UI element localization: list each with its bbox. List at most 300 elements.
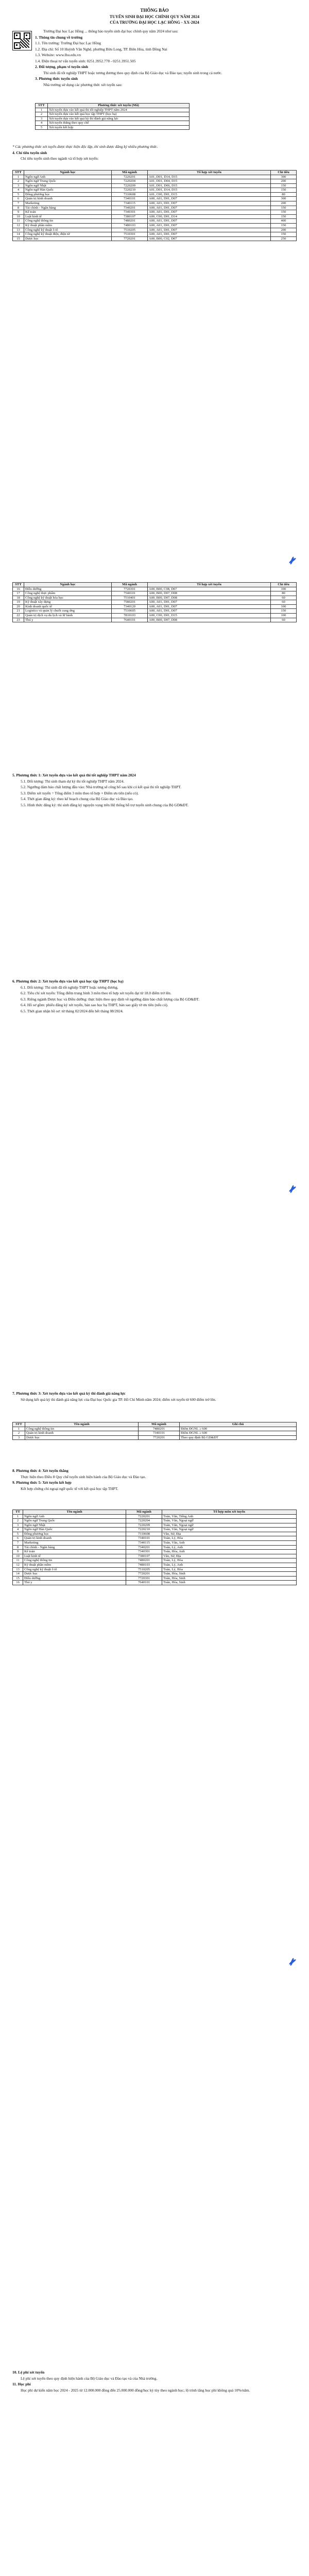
table-cell: 7380107 [112,214,148,219]
table-cell: 150 [271,223,297,228]
table-cell: A01, D01, D14, D15 [148,175,271,179]
table-cell: Điều dưỡng [24,587,112,591]
table-cell: Toán, Lý, Hóa [162,1567,297,1572]
table-cell: 80 [271,192,297,197]
table-cell: Toán, Hóa, Sinh [162,1576,297,1581]
table-cell: 20 [13,604,24,609]
heading-s8: 8. Phương thức 4: Xét tuyển thẳng [12,1468,68,1473]
table-cell: Điểm ĐGNL ≥ 600 [180,1427,297,1431]
table-cell: Toán, Lý, Hóa [162,1558,297,1563]
table-cell: 7220204 [126,1519,162,1523]
table-cell: A00, C00, D01, D15 [148,614,271,618]
table-cell: Kế toán [24,210,112,215]
table-cell: Quản trị kinh doanh [24,197,112,201]
table-cell: 7340201 [126,1545,162,1550]
table-cell: 1 [13,175,24,179]
methods-table-wrap [35,103,190,130]
doc-subtitle: TUYỂN SINH ĐẠI HỌC CHÍNH QUY NĂM 2024 [109,14,200,19]
heading-s1: 1. Thông tin chung về trường [35,35,83,40]
table-cell: 7340301 [126,1550,162,1554]
heading-s7: 7. Phương thức 3: Xét tuyển dựa vào kết quả kỳ thi đánh giá năng lực [12,1391,126,1396]
table-cell: Quản trị kinh doanh [23,1536,126,1541]
majors-table-b-body [13,587,297,622]
doc-title: THÔNG BÁO [140,8,169,13]
table-cell: 7480103 [112,223,148,228]
table-row [13,197,297,201]
table-cell: 12 [13,223,24,228]
heading-s9: 9. Phương thức 5: Xét tuyển kết hợp [12,1480,72,1485]
table-cell: Toán, Văn, Ngoại ngữ [162,1528,297,1532]
table-cell: 150 [271,232,297,237]
table-row [13,1435,297,1440]
table-cell: Công nghệ kỹ thuật ô tô [24,228,112,232]
table-row [13,604,297,609]
table-cell: 7580201 [112,600,148,605]
table-cell: 7510401 [112,596,148,600]
table-cell: A00, A01, D01, D07 [148,604,271,609]
table-cell: A01, D01, D14, D15 [148,188,271,193]
table-cell: A00, A01, D01, D07 [148,219,271,224]
table-cell: Theo quy định Bộ GD&ĐT [180,1435,297,1440]
text-s5-5: 5.5. Hình thức đăng ký: thí sinh đăng ký nguyện vọng trên Hệ thống hỗ trợ tuyển sinh chung của Bộ GD&ĐT. [21,802,188,807]
table-cell: 150 [271,206,297,210]
table-cell: Dược học [24,236,112,241]
table-cell: 11 [13,1558,23,1563]
table-cell: Toán, Văn, Tiếng Anh [162,1514,297,1519]
table-cell: 150 [271,183,297,188]
table-cell: Marketing [24,201,112,206]
col-header: Tên ngành [25,1422,139,1427]
table-cell: 14 [13,1572,23,1577]
s7-table [12,1422,297,1440]
section-method-3 [12,1391,297,1403]
table-cell: 7510205 [112,228,148,232]
table-cell: A00, B00, C02, D07 [148,236,271,241]
text-s6-5: 6.5. Thời gian nhận hồ sơ: từ tháng 02/2024 đến hết tháng 08/2024. [21,1008,124,1013]
table-cell: 200 [271,201,297,206]
table-row [13,1576,297,1581]
table-cell: Dược học [25,1435,139,1440]
text-s6-2: 6.2. Tiêu chí xét tuyển: Tổng điểm trung bình 3 môn theo tổ hợp xét tuyển đạt từ 18.0 điểm trở lên. [21,991,171,996]
table-cell: A00, A01, D01, D07 [148,197,271,201]
text-s4: Chỉ tiêu tuyển sinh theo ngành và tổ hợp xét tuyển: [21,156,99,161]
table-cell: 7720201 [126,1572,162,1577]
table-cell: Xét tuyển kết hợp [48,125,190,130]
table-cell: 7480201 [139,1427,180,1431]
table-cell: Công nghệ thông tin [24,219,112,224]
table-row [36,112,190,117]
table-cell: Đông phương học [23,1532,126,1536]
table-cell: Luật kinh tế [24,214,112,219]
table-cell: 7380107 [126,1554,162,1558]
table-row [13,219,297,224]
table-row [13,201,297,206]
table-cell: 7480201 [112,219,148,224]
table-cell: 16 [13,587,24,591]
table-cell: 150 [271,214,297,219]
heading-s5: 5. Phương thức 1: Xét tuyển dựa vào kết quả thi tốt nghiệp THPT năm 2024 [12,773,136,777]
text-s6-4: 6.4. Hồ sơ gồm: phiếu đăng ký xét tuyển, bản sao học bạ THPT, bản sao giấy tờ ưu tiên (nếu có). [21,1003,168,1008]
majors-table-b [12,582,297,622]
table-cell: 300 [271,175,297,179]
s7-table-wrap [12,1422,297,1440]
table-row [13,591,297,596]
table-cell: 7540101 [112,591,148,596]
table-cell: 7340101 [112,197,148,201]
table-cell: Công nghệ thông tin [25,1427,139,1431]
table-cell: Toán, Văn, Ngoại ngữ [162,1519,297,1523]
text-s7: Sử dụng kết quả kỳ thi đánh giá năng lực của Đại học Quốc gia TP. Hồ Chí Minh năm 2024; điểm xét tuyển từ 600 điểm trở lên. [21,1397,216,1402]
table-cell: A01, D01, D04, D15 [148,179,271,184]
col-header: Tổ hợp xét tuyển [148,583,271,587]
table-cell: Công nghệ thông tin [23,1558,126,1563]
table-cell: A00, A01, D01, D07 [148,210,271,215]
table-cell: 300 [271,197,297,201]
table-row [13,1567,297,1572]
doc-header [12,7,297,25]
text-s5-3: 5.3. Điểm xét tuyển = Tổng điểm 3 môn theo tổ hợp + Điểm ưu tiên (nếu có). [21,790,139,795]
table-cell: Thú y [23,1581,126,1585]
table-cell: 7720201 [139,1435,180,1440]
table-cell: 2 [36,112,48,117]
col-header: STT [13,171,24,175]
table-cell: 5 [13,1532,23,1536]
table-cell: 10 [13,214,24,219]
table-row [13,179,297,184]
col-header: Mã ngành [126,1510,162,1515]
table-row [13,1541,297,1546]
table-cell: Ngôn ngữ Nhật [23,1523,126,1528]
table-cell: Công nghệ thực phẩm [24,591,112,596]
table-cell: Ngôn ngữ Trung Quốc [24,179,112,184]
table-cell: Công nghệ kỹ thuật ô tô [23,1567,126,1572]
table-cell: 7720301 [126,1576,162,1581]
majors-table-b-wrap [12,582,297,622]
table-row [13,587,297,591]
table-cell: 7 [13,1541,23,1546]
table-cell: Dược học [23,1572,126,1577]
table-cell: Văn, Sử, Địa [162,1554,297,1558]
table-row [13,188,297,193]
table-cell: 13 [13,228,24,232]
methods-table-body [36,108,190,130]
table-cell: Xét tuyển dựa vào kết quả học tập THPT (học bạ) [48,112,190,117]
table-cell: Toán, Văn, Ngoại ngữ [162,1523,297,1528]
text-s1-2: 1.2. Địa chỉ: Số 10 Huỳnh Văn Nghệ, phường Bửu Long, TP. Biên Hòa, tỉnh Đồng Nai [35,46,167,52]
col-header: Mã ngành [112,583,148,587]
table-cell: 7810103 [112,614,148,618]
majors-table-a [12,170,297,241]
table-row [36,125,190,130]
table-cell: 7510605 [112,609,148,614]
table-cell: 12 [13,1563,23,1567]
table-cell: 150 [271,210,297,215]
table-row [13,1554,297,1558]
table-cell: Xét tuyển thẳng theo quy chế [48,121,190,126]
table-cell: Ngôn ngữ Hàn Quốc [24,188,112,193]
table-cell: 3 [13,183,24,188]
col-header: STT [36,104,48,108]
intro-text: Trường Đại học Lạc Hồng ... thông báo tuyển sinh đại học chính quy năm 2024 như sau: [43,29,179,33]
col-header: Ghi chú [180,1422,297,1427]
table-cell: 7640101 [126,1581,162,1585]
s9-table-body [13,1514,297,1585]
table-row [13,1532,297,1536]
table-cell: 2 [13,1519,23,1523]
table-cell: 19 [13,600,24,605]
table-row [13,192,297,197]
text-s5-2: 5.2. Ngưỡng đảm bảo chất lượng đầu vào: Nhà trường sẽ công bố sau khi có kết quả thi tốt nghiệp THPT. [21,785,182,790]
table-cell: Logistics và quản lý chuỗi cung ứng [24,609,112,614]
table-cell: 2 [13,179,24,184]
table-cell: A00, A01, D01, D07 [148,223,271,228]
table-row [13,1514,297,1519]
table-cell: 3 [13,1523,23,1528]
table-cell: 7510301 [112,232,148,237]
table-cell: 150 [271,609,297,614]
table-cell: 16 [13,1581,23,1585]
table-cell: 7340201 [112,206,148,210]
table-cell: Điều dưỡng [23,1576,126,1581]
table-row [13,223,297,228]
table-cell: 3 [36,116,48,121]
table-cell: 60 [271,600,297,605]
table-cell: 4 [13,1528,23,1532]
text-s1-4: 1.4. Điện thoại tư vấn tuyển sinh: 0251.3952.778 - 0251.3951.505 [35,58,136,63]
qr-code-icon [12,31,32,50]
col-header: Ngành học [24,583,112,587]
table-cell: 9 [13,1550,23,1554]
table-cell: Điểm ĐGNL ≥ 600 [180,1431,297,1436]
table-cell: Quản trị dịch vụ du lịch và lữ hành [24,614,112,618]
table-cell: 4 [13,188,24,193]
table-cell: 5 [36,125,48,130]
table-cell: 21 [13,609,24,614]
table-cell: 3 [13,1435,25,1440]
table-row [13,614,297,618]
table-row [13,1572,297,1577]
table-cell: Toán, Lý, Anh [162,1545,297,1550]
table-cell: 7720301 [112,587,148,591]
col-header: Chỉ tiêu [271,583,297,587]
table-row [36,116,190,121]
table-cell: Ngôn ngữ Hàn Quốc [23,1528,126,1532]
table-cell: Kinh doanh quốc tế [24,604,112,609]
col-header: STT [13,1422,25,1427]
table-cell: 400 [271,219,297,224]
section-method-1 [12,773,297,808]
table-row [13,232,297,237]
table-row [13,1431,297,1436]
section-method-2 [12,979,297,1014]
table-cell: Văn, Sử, Địa [162,1532,297,1536]
table-cell: A00, B00, D07, D08 [148,596,271,600]
table-cell: 17 [13,591,24,596]
table-cell: Ngôn ngữ Nhật [24,183,112,188]
table-cell: 9 [13,210,24,215]
table-row [13,236,297,241]
table-cell: 2 [13,1431,25,1436]
table-row [13,1545,297,1550]
heading-s4: 4. Chỉ tiêu tuyển sinh [12,150,47,155]
table-cell: Ngôn ngữ Anh [23,1514,126,1519]
s9-table [12,1510,297,1585]
table-cell: Toán, Lý, Anh [162,1563,297,1567]
table-cell: 200 [271,179,297,184]
text-s1-3: 1.3. Website: www.lhu.edu.vn [35,53,81,58]
table-cell: 7480201 [126,1558,162,1563]
col-header: TT [13,1510,23,1515]
table-cell: 7720201 [112,236,148,241]
table-cell: A00, A01, D01, D07 [148,232,271,237]
table-cell: 13 [13,1567,23,1572]
table-cell: 22 [13,614,24,618]
col-header: Mã ngành [139,1422,180,1427]
table-cell: 23 [13,618,24,622]
table-cell: 7480103 [126,1563,162,1567]
table-cell: 200 [271,228,297,232]
col-header: Chỉ tiêu [271,171,297,175]
table-cell: 10 [13,1554,23,1558]
table-cell: Marketing [23,1541,126,1546]
table-cell: 100 [271,604,297,609]
table-cell: Toán, Văn, Anh [162,1541,297,1546]
table-cell: 15 [13,236,24,241]
majors-table-a-wrap [12,170,297,241]
table-cell: Luật kinh tế [23,1554,126,1558]
text-s6-3: 6.3. Riêng ngành Dược học và Điều dưỡng: thực hiện theo quy định về ngưỡng đảm bảo chất lượng của Bộ GD&ĐT. [21,996,200,1002]
table-row [13,1581,297,1585]
table-cell: 7220210 [112,188,148,193]
table-cell: Ngôn ngữ Trung Quốc [23,1519,126,1523]
table-cell: 15 [13,1576,23,1581]
table-row [13,1427,297,1431]
text-s5-4: 5.4. Thời gian đăng ký: theo kế hoạch chung của Bộ Giáo dục và Đào tạo. [21,796,133,802]
table-row [13,210,297,215]
table-cell: Toán, Lý, Hóa [162,1536,297,1541]
table-cell: 7340115 [112,201,148,206]
table-cell: 7220209 [112,183,148,188]
table-cell: A00, A01, D01, D07 [148,201,271,206]
text-s5-1: 5.1. Đối tượng: Thí sinh tham dự kỳ thi tốt nghiệp THPT năm 2024. [21,778,125,784]
table-cell: Toán, Hóa, Sinh [162,1581,297,1585]
table-cell: 18 [13,596,24,600]
table-cell: 14 [13,232,24,237]
table-cell: 7220210 [126,1528,162,1532]
table-cell: Toán, Hóa, Anh [162,1550,297,1554]
table-row [13,618,297,622]
table-cell: 1 [36,108,48,112]
table-cell: Công nghệ kỹ thuật điện, điện tử [24,232,112,237]
table-cell: 7340115 [126,1541,162,1546]
table-row [13,609,297,614]
table-cell: 100 [271,587,297,591]
table-cell: 7340120 [112,604,148,609]
section-general [35,29,297,88]
table-cell: Công nghệ kỹ thuật hóa học [24,596,112,600]
table-cell: Xét tuyển dựa vào kết quả thi tốt nghiệp THPT năm 2024 [48,108,190,112]
table-cell: Xét tuyển dựa vào kết quả kỳ thi đánh giá năng lực [48,116,190,121]
table-cell: Kế toán [23,1550,126,1554]
table-cell: A00, A01, D01, D07 [148,609,271,614]
table-cell: A01, D01, D06, D15 [148,183,271,188]
table-cell: 7340101 [139,1431,180,1436]
text-s1-1: 1.1. Tên trường: Trường Đại học Lạc Hồng [35,41,101,46]
table-cell: 7510205 [126,1567,162,1572]
majors-table-a-body [13,175,297,241]
table-row [13,1523,297,1528]
text-s2: Thí sinh đã tốt nghiệp THPT hoặc tương đương theo quy định của Bộ Giáo dục và Đào tạo; tuyển sinh trong cả nước. [43,70,222,75]
table-cell: 8 [13,1545,23,1550]
col-header: Ngành học [24,171,112,175]
table-cell: 8 [13,206,24,210]
table-cell: 7220201 [112,175,148,179]
table-row [13,206,297,210]
table-cell: A01, C00, D01, D15 [148,192,271,197]
methods-table [35,103,190,130]
table-cell: 6 [13,197,24,201]
note-methods: * Các phương thức xét tuyển được thực hiện độc lập, thí sinh được đăng ký nhiều phương thức. [12,144,158,149]
table-cell: 7340301 [112,210,148,215]
table-cell: 6 [13,1536,23,1541]
table-row [13,175,297,179]
text-s10: Lệ phí xét tuyển theo quy định hiện hành của Bộ Giáo dục và Đào tạo và của Nhà trường. [21,2376,158,2381]
table-cell: Tài chính - Ngân hàng [23,1545,126,1550]
logo-mark-icon [288,1185,297,1193]
heading-s2: 2. Đối tượng, phạm vi tuyển sinh [35,64,88,70]
col-header: Phương thức xét tuyển (Mã) [48,104,190,108]
table-cell: A00, A01, D01, D07 [148,228,271,232]
table-row [13,1563,297,1567]
table-cell: Tài chính - Ngân hàng [24,206,112,210]
logo-mark-icon [288,1958,297,1966]
table-cell: Thú y [24,618,112,622]
table-row [36,108,190,112]
col-header: Tổ hợp môn xét tuyển [162,1510,297,1515]
logo-mark-icon [288,556,297,565]
table-cell: 11 [13,219,24,224]
table-cell: A00, A01, D01, D07 [148,600,271,605]
s9-table-wrap [12,1510,297,1585]
col-header: Tên ngành [23,1510,126,1515]
table-cell: 60 [271,618,297,622]
text-s11: Học phí dự kiến năm học 2024 - 2025 từ 12.000.000 đồng đến 25.000.000 đồng/học kỳ tùy theo ngành học; lộ trình tăng học phí không quá 10%/năm. [21,2387,250,2393]
heading-s6: 6. Phương thức 2: Xét tuyển dựa vào kết quả học tập THPT (học bạ) [12,979,124,984]
table-cell: 7 [13,201,24,206]
section-method-4 [12,1468,297,1492]
table-row [36,121,190,126]
table-cell: A00, B00, C08, D07 [148,587,271,591]
doc-school: CỦA TRƯỜNG ĐẠI HỌC LẠC HỒNG - XX-2024 [110,20,199,25]
table-cell: 7310608 [112,192,148,197]
section-fees [12,2370,297,2394]
heading-s11: 11. Học phí [12,2382,31,2387]
table-row [13,1558,297,1563]
table-cell: Toán, Hóa, Sinh [162,1572,297,1577]
table-cell: 60 [271,596,297,600]
table-cell: Kỹ thuật phần mềm [24,223,112,228]
heading-s3: 3. Phương thức tuyển sinh [35,76,78,81]
table-cell: A00, A01, D01, D07 [148,206,271,210]
text-s9: Kết hợp chứng chỉ ngoại ngữ quốc tế với kết quả học tập THPT. [21,1486,118,1491]
col-header: STT [13,583,24,587]
table-row [13,596,297,600]
table-cell: A00, B00, D07, D08 [148,618,271,622]
table-row [13,214,297,219]
table-row [13,1550,297,1554]
table-row [13,1536,297,1541]
table-cell: 1 [13,1514,23,1519]
